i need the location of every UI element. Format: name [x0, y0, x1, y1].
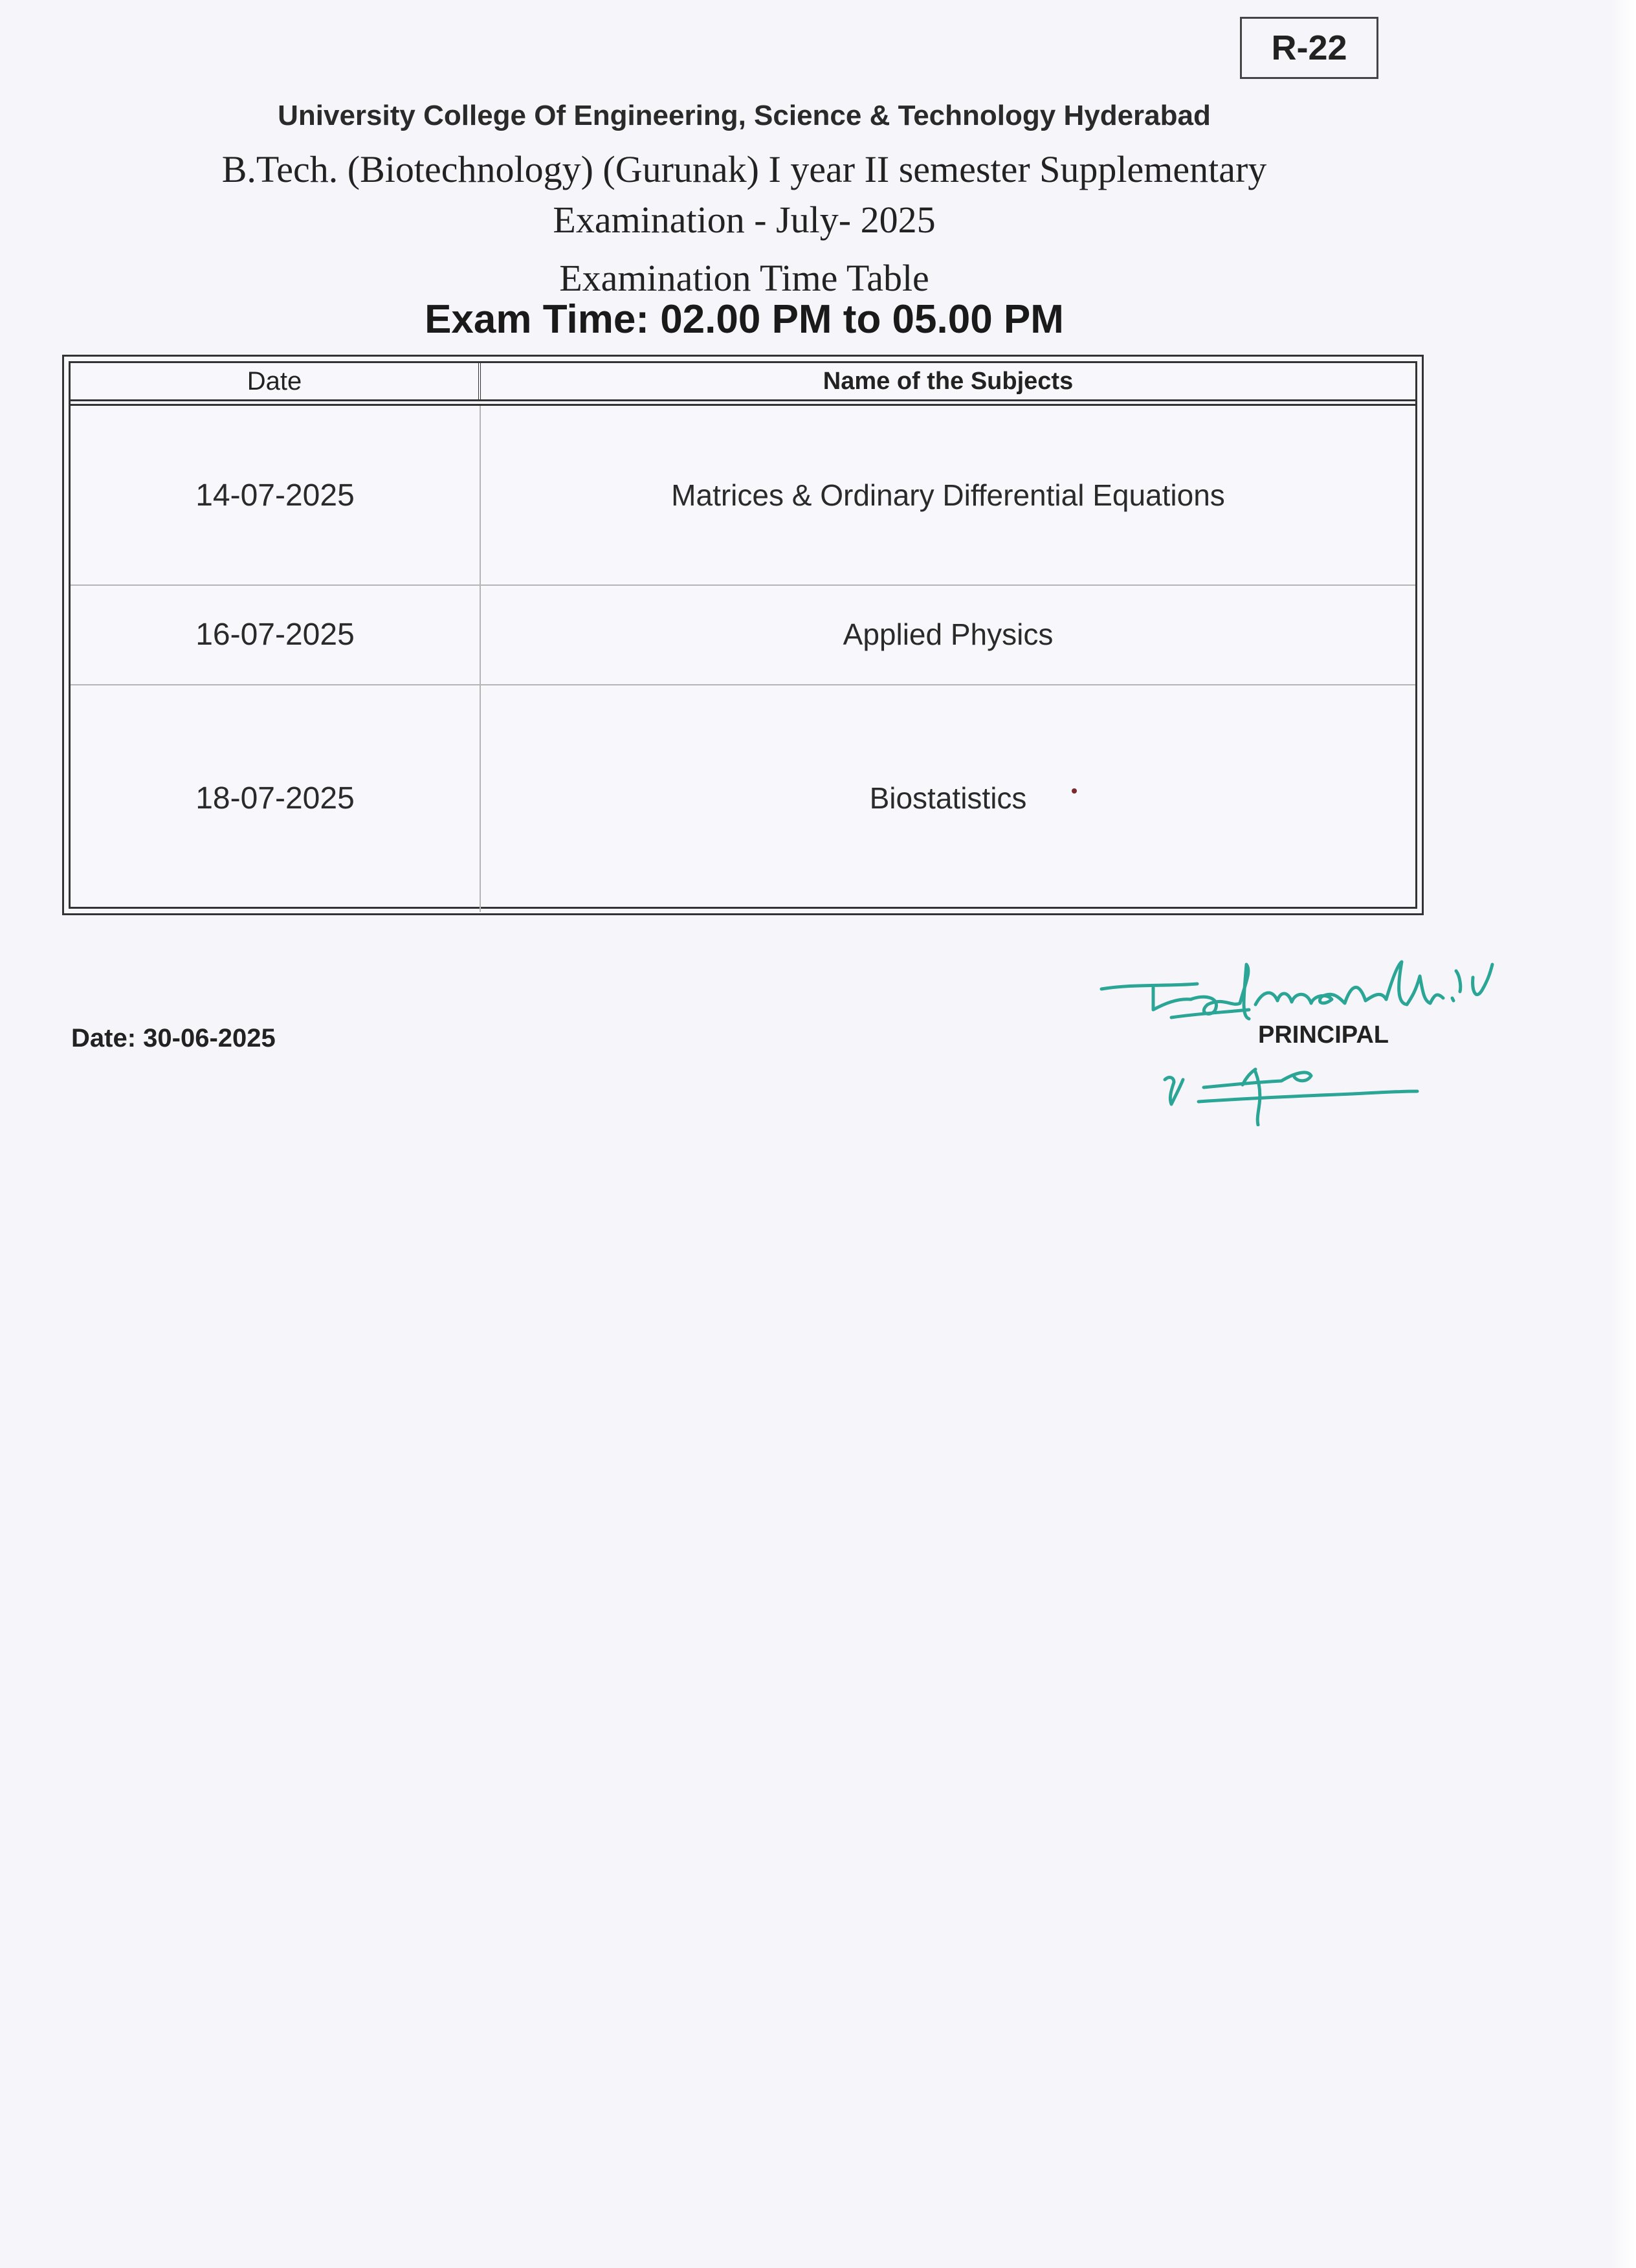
exam-session: Examination - July- 2025	[553, 199, 936, 241]
college-name: University College Of Engineering, Science & Technology Hyderabad	[278, 100, 1211, 131]
table-row	[71, 406, 1415, 586]
issue-date: Date: 30-06-2025	[71, 1024, 276, 1052]
table-row	[71, 584, 1415, 685]
timetable-heading: Examination Time Table	[559, 257, 929, 299]
signatory-title: PRINCIPAL	[1258, 1021, 1389, 1049]
subject-cell: Matrices & Ordinary Differential Equations	[671, 478, 1225, 512]
column-header-subject: Name of the Subjects	[823, 367, 1074, 395]
exam-time: Exam Time: 02.00 PM to 05.00 PM	[425, 297, 1064, 342]
exam-date-cell: 14-07-2025	[71, 406, 481, 584]
subject-cell: Applied Physics	[843, 617, 1054, 651]
ink-speck	[1072, 788, 1077, 794]
table-header-row	[71, 363, 1415, 399]
header-divider	[71, 399, 1415, 406]
page-edge	[1610, 0, 1636, 2268]
program-title: B.Tech. (Biotechnology) (Gurunak) I year II semester Supplementary	[221, 148, 1267, 190]
exam-date-cell: 18-07-2025	[71, 684, 481, 912]
timetable	[62, 355, 1424, 915]
column-header-date: Date	[71, 363, 481, 399]
regulation-badge: R-22	[1240, 17, 1378, 79]
timetable-inner-border	[69, 361, 1417, 909]
table-body	[71, 406, 1415, 907]
exam-date-cell: 16-07-2025	[71, 584, 481, 684]
table-row	[71, 684, 1415, 912]
subject-cell: Biostatistics	[869, 781, 1027, 815]
